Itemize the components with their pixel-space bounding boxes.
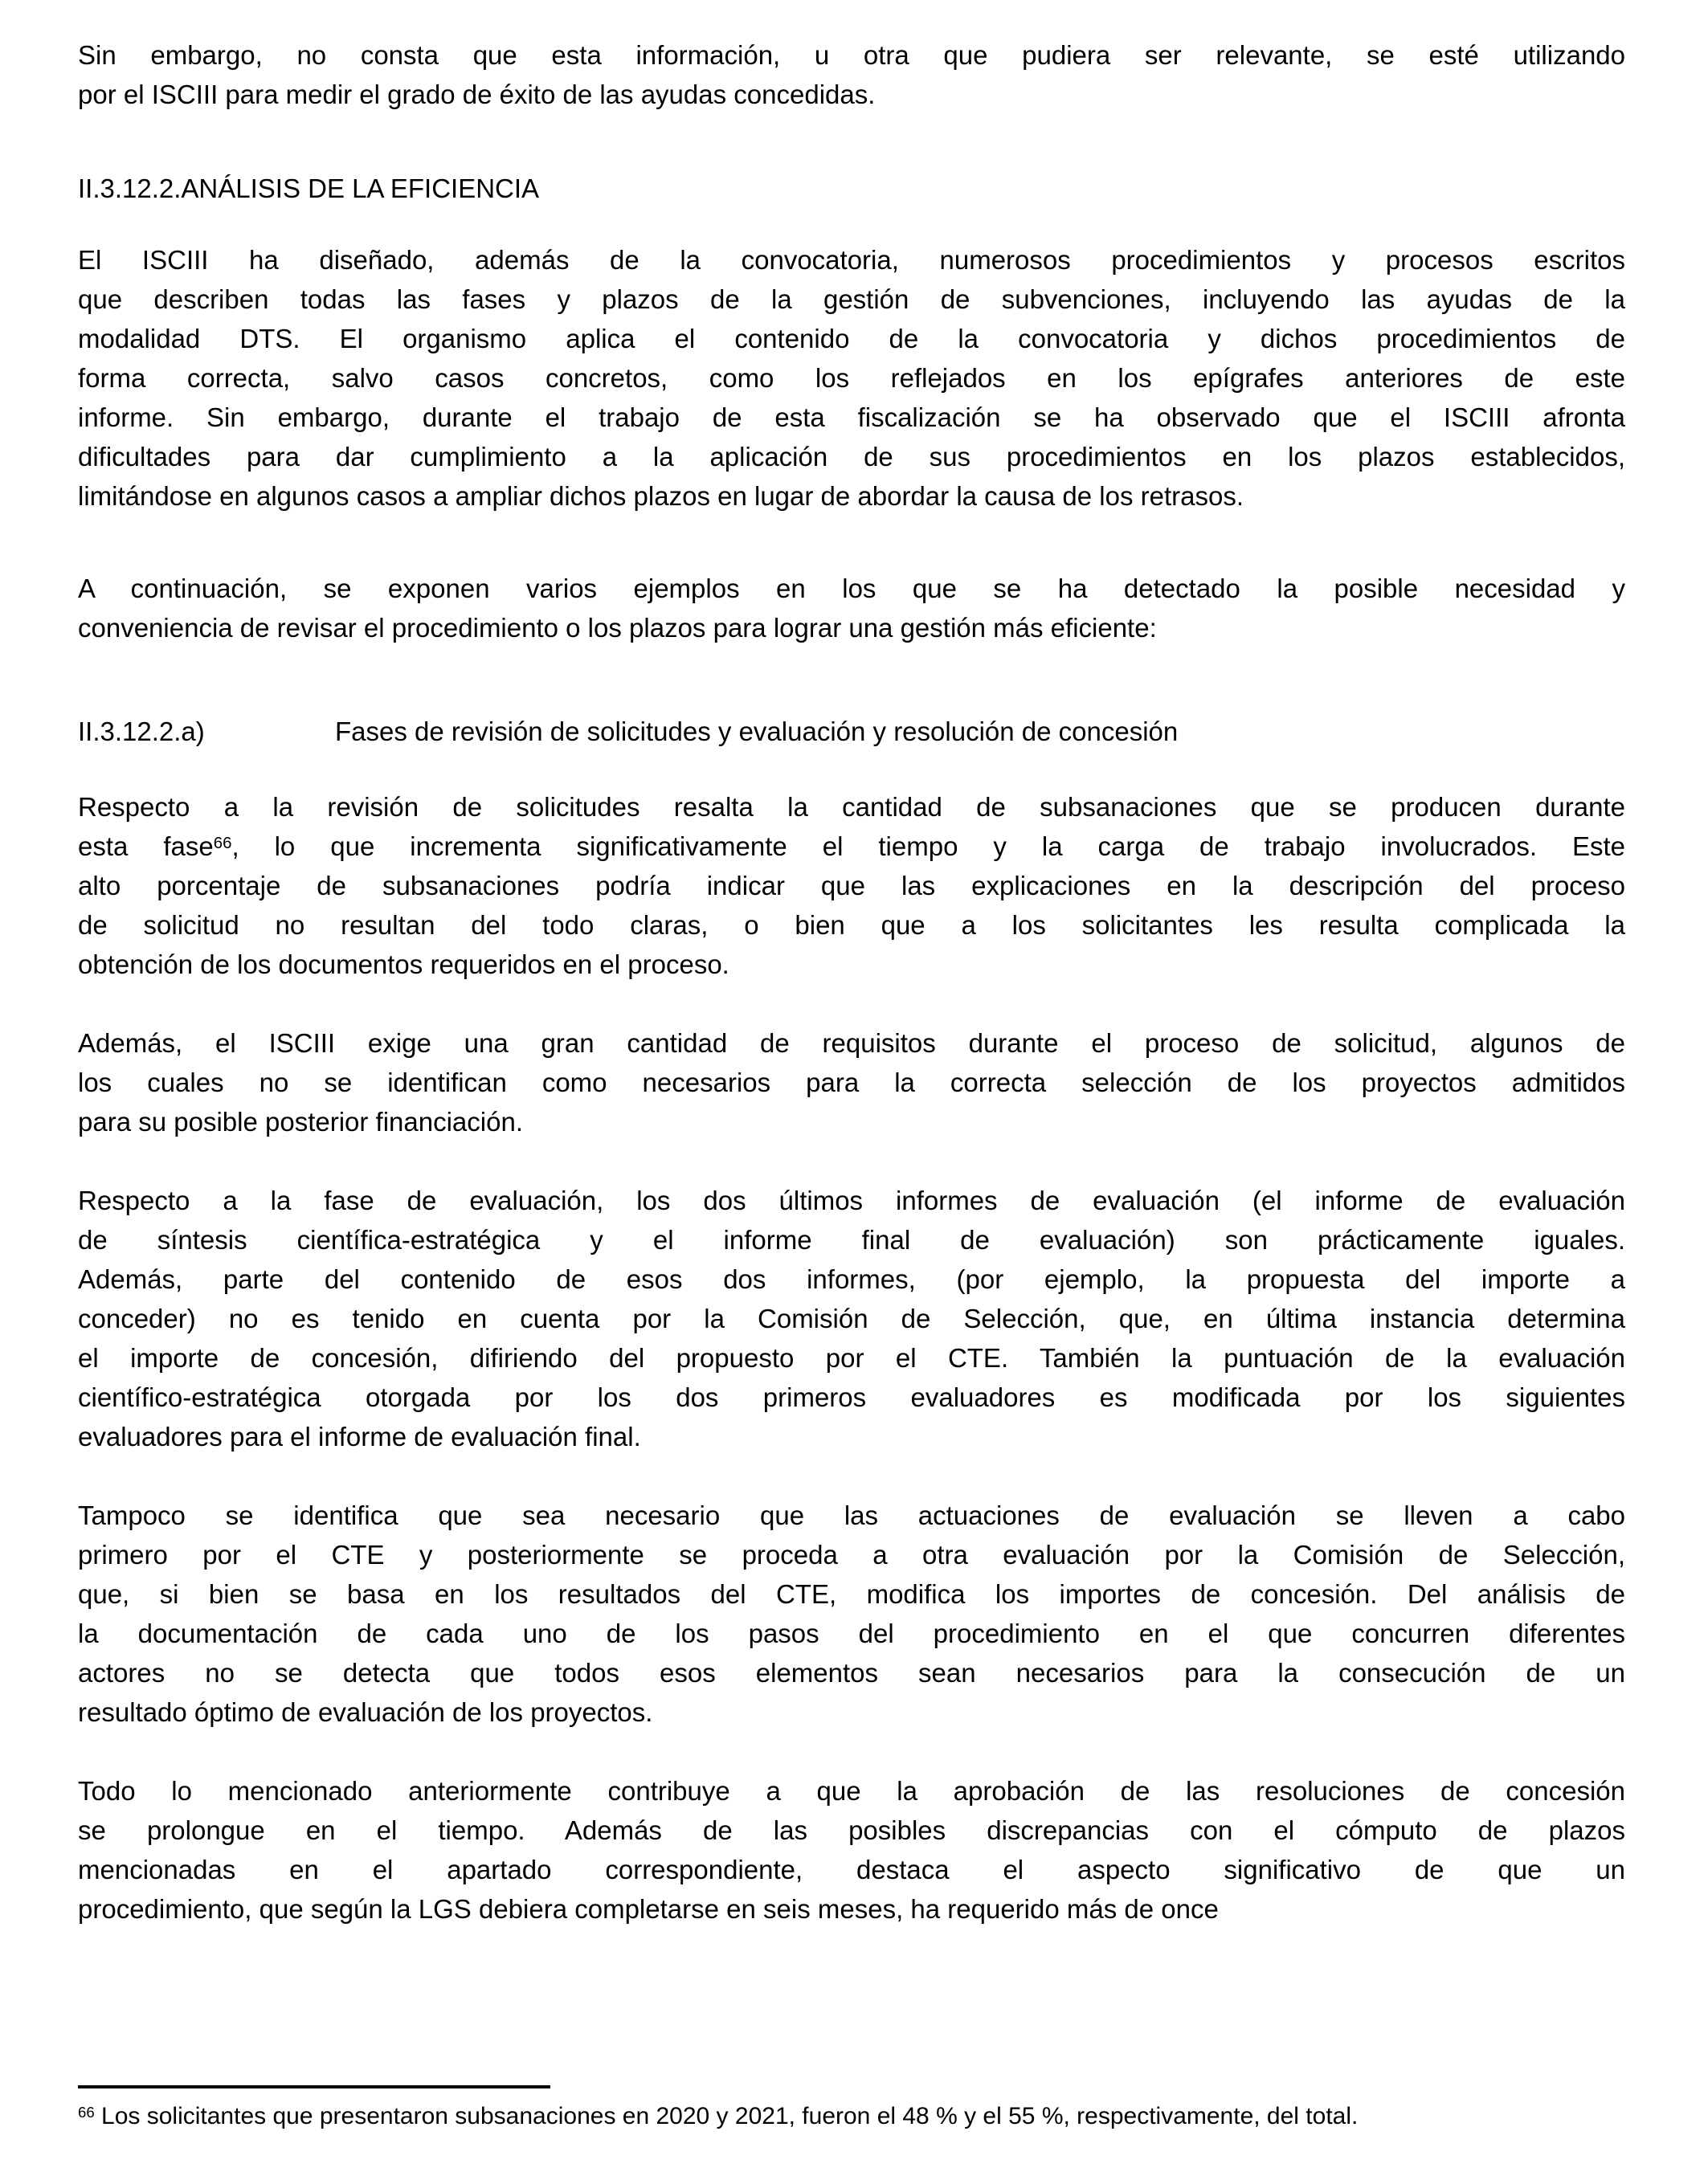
subsection-title: Fases de revisión de solicitudes y evaluación y resolución de concesión: [335, 717, 1179, 746]
subsection-heading-fases-revision: [78, 712, 1625, 751]
section-heading-analisis-eficiencia: II.3.12.2.ANÁLISIS DE LA EFICIENCIA: [78, 174, 540, 203]
subsection-number: II.3.12.2.a): [78, 717, 205, 746]
paragraph-tampoco-se-identifica: Tampoco se identifica que sea necesario que las actuaciones de evaluación se lleven a cabo primero por el CTE y posteriormente se proceda a otra evaluación por la Comisión de Selección, que, si bien se basa en los resultados del CTE, modifica los importes de concesión. Del análisis de la documentación de cada uno de los pasos del procedimiento en el que concurren diferentes actores no se detecta que todos esos elementos sean necesarios para la consecución de un resultado óptimo de evaluación de los proyectos.: [78, 1500, 1625, 1727]
paragraph-procedimientos-iscii: El ISCIII ha diseñado, además de la convocatoria, numerosos procedimientos y procesos escritos que describen todas las fases y plazos de la gestión de subvenciones, incluyendo las ayudas de la modalidad DTS. El organismo aplica el contenido de la convocatoria y dichos procedimientos de forma correcta, salvo casos concretos, como los reflejados en los epígrafes anteriores de este informe. Sin embargo, durante el trabajo de esta fiscalización se ha observado que el ISCIII afronta dificultades para dar cumplimiento a la aplicación de sus procedimientos en los plazos establecidos, limitándose en algunos casos a ampliar dichos plazos en lugar de abordar la causa de los retrasos.: [78, 245, 1625, 511]
paragraph-fase-evaluacion: Respecto a la fase de evaluación, los dos últimos informes de evaluación (el informe de evaluación de síntesis científica-estratégica y el informe final de evaluación) son prácticamente iguales. Además, parte del contenido de esos dos informes, (por ejemplo, la propuesta del importe a conceder) no es tenido en cuenta por la Comisión de Selección, que, en última instancia determina el importe de concesión, difiriendo del propuesto por el CTE. También la puntuación de la evaluación científico-estratégica otorgada por los dos primeros evaluadores es modificada por los siguientes evaluadores para el informe de evaluación final.: [78, 1186, 1625, 1451]
footnote-66: $^{66}$ Los solicitantes que presentaron subsanaciones en 2020 y 2021, fueron el 48 % y el 55 %, respectivamente, del total.: [78, 2103, 1359, 2129]
paragraph-a-continuacion: A continuación, se exponen varios ejemplos en los que se ha detectado la posible necesidad y conveniencia de revisar el procedimiento o los plazos para lograr una gestión más eficiente:: [78, 574, 1625, 643]
paragraph-todo-lo-mencionado: Todo lo mencionado anteriormente contribuye a que la aprobación de las resoluciones de concesión se prolongue en el tiempo. Además de las posibles discrepancias con el cómputo de plazos mencionadas en el apartado correspondiente, destaca el aspecto significativo de que un procedimiento, que según la LGS debiera completarse en seis meses, ha requerido más de once: [78, 1776, 1625, 1924]
footnote-separator-line: [78, 2085, 550, 2088]
paragraph-revision-solicitudes: Respecto a la revisión de solicitudes resalta la cantidad de subsanaciones que se producen durante esta fase$^{66}$, lo que incrementa significativamente el tiempo y la carga de trabajo involucrados. Este alto porcentaje de subsanaciones podría indicar que las explicaciones en la descripción del proceso de solicitud no resultan del todo claras, o bien que a los solicitantes les resulta complicada la obtención de los documentos requeridos en el proceso.: [78, 792, 1625, 979]
paragraph-requisitos-solicitud: Además, el ISCIII exige una gran cantidad de requisitos durante el proceso de solicitud, algunos de los cuales no se identifican como necesarios para la correcta selección de los proyectos admitidos para su posible posterior financiación.: [78, 1028, 1625, 1137]
footnote-area: [78, 2085, 1623, 2132]
paragraph-intro-sin-embargo: Sin embargo, no consta que esta información, u otra que pudiera ser relevante, se esté utilizando por el ISCIII para medir el grado de éxito de las ayudas concedidas.: [78, 40, 1625, 109]
